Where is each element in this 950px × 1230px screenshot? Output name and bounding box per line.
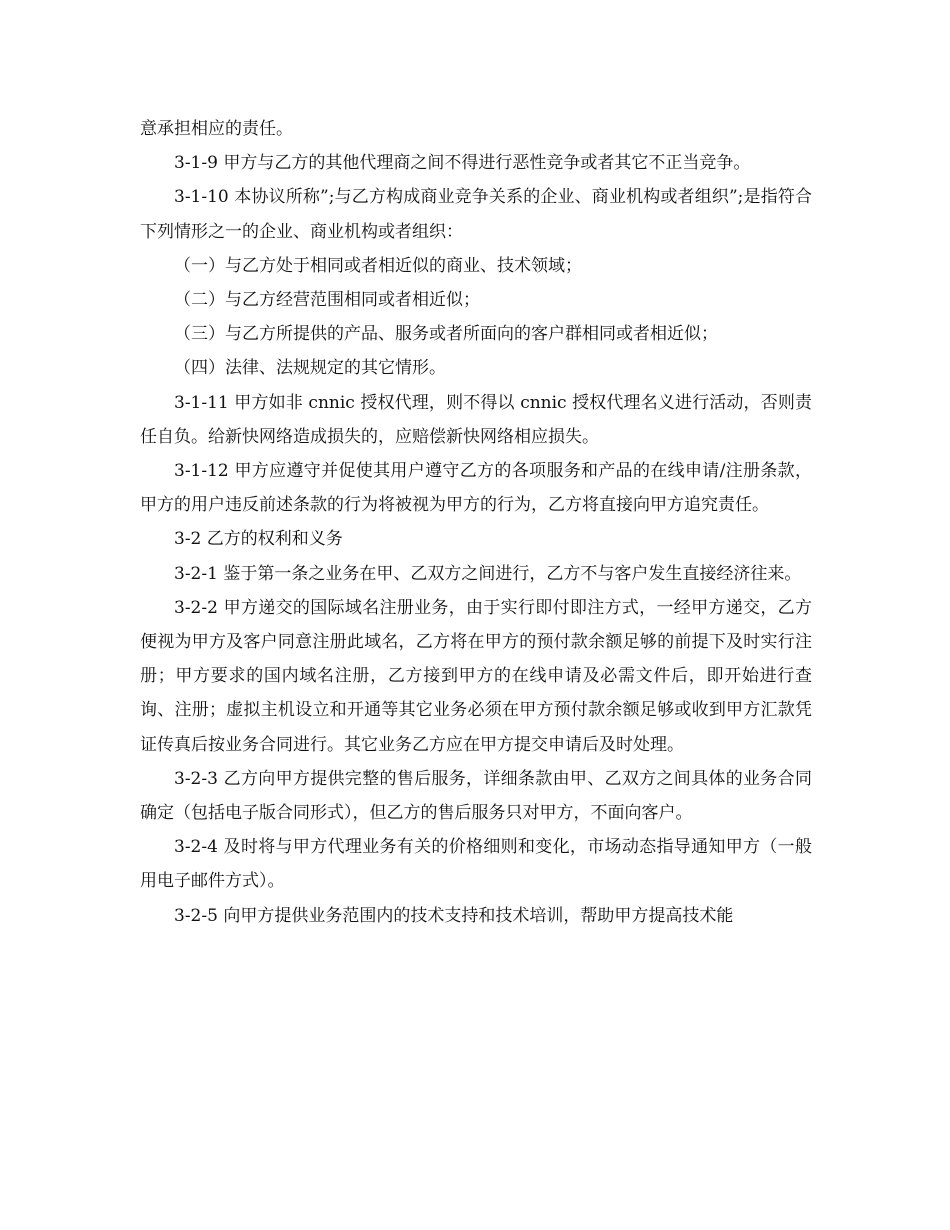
list-item-4: （四）法律、法规规定的其它情形。 <box>174 358 446 379</box>
clause-3-2-4: 3-2-4 及时将与甲方代理业务有关的价格细则和变化，市场动态指导通知甲方（一般用电子邮件方式）。 <box>140 837 812 892</box>
section-heading-3-2: 3-2 乙方的权利和义务 <box>174 529 343 550</box>
clause-3-2-3: 3-2-3 乙方向甲方提供完整的售后服务，详细条款由甲、乙双方之间具体的业务合同确定（包括电子版合同形式），但乙方的售后服务只对甲方，不面向客户。 <box>140 768 812 824</box>
clause-3-1-12: 3-1-12 甲方应遵守并促使其用户遵守乙方的各项服务和产品的在线申请/注册条款，甲方的用户违反前述条款的行为将被视为甲方的行为，乙方将直接向甲方追究责任。 <box>140 461 812 516</box>
list-item-1: （一）与乙方处于相同或者相近似的商业、技术领域； <box>174 255 582 276</box>
clause-3-1-10: 3-1-10 本协议所称”;与乙方构成商业竞争关系的企业、商业机构或者组织”;是指符合下列情形之一的企业、商业机构或者组织： <box>140 187 812 242</box>
clause-3-1-9: 3-1-9 甲方与乙方的其他代理商之间不得进行恶性竞争或者其它不正当竞争。 <box>174 153 751 174</box>
clause-3-1-11: 3-1-11 甲方如非 cnnic 授权代理，则不得以 cnnic 授权代理名义进行活动，否则责任自负。给新快网络造成损失的，应赔偿新快网络相应损失。 <box>140 392 812 447</box>
clause-3-2-1: 3-2-1 鉴于第一条之业务在甲、乙双方之间进行，乙方不与客户发生直接经济往来。 <box>174 563 802 584</box>
paragraph-continuation: 意承担相应的责任。 <box>140 119 293 139</box>
document-page <box>140 112 812 933</box>
list-item-2: （二）与乙方经营范围相同或者相近似； <box>174 290 480 311</box>
list-item-3: （三）与乙方所提供的产品、服务或者所面向的客户群相同或者相近似； <box>174 324 718 345</box>
clause-3-2-2: 3-2-2 甲方递交的国际域名注册业务，由于实行即付即注方式，一经甲方递交，乙方便视为甲方及客户同意注册此域名，乙方将在甲方的预付款余额足够的前提下及时实行注册；甲方要求的国内域名注册，乙方接到甲方的在线申请及必需文件后，即开始进行查询、注册；虚拟主机设立和开通等其它业务必须在甲方预付款余额足够或收到甲方汇款凭证传真后按业务合同进行。其它业务乙方应在甲方提交申请后及时处理。 <box>140 597 812 755</box>
clause-3-2-5: 3-2-5 向甲方提供业务范围内的技术支持和技术培训，帮助甲方提高技术能 <box>174 905 734 926</box>
